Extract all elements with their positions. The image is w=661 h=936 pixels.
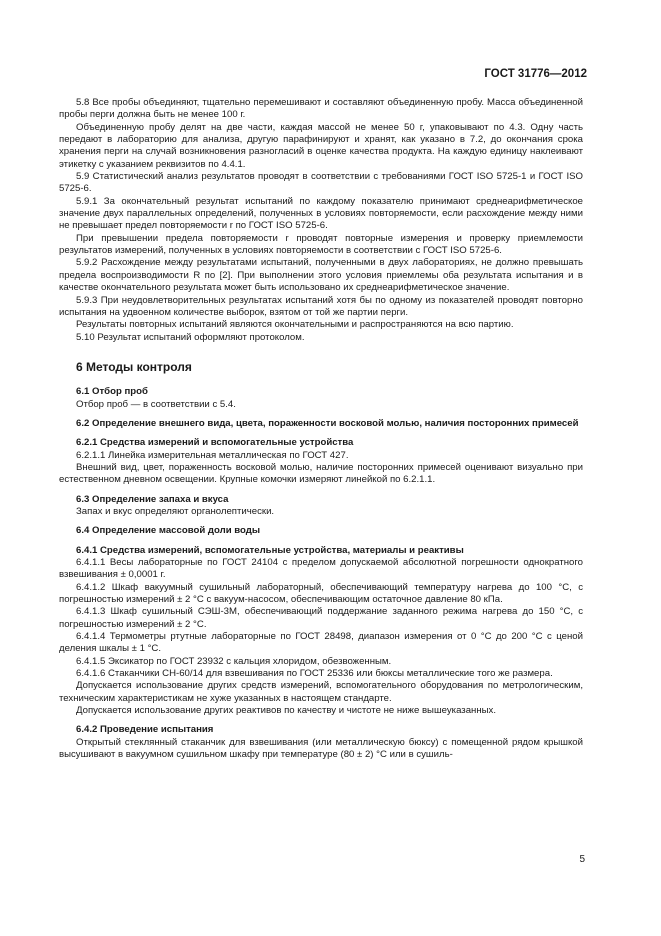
paragraph: Внешний вид, цвет, пораженность восковой молью, наличие посторонних примесей оценивают визуально при естественном дневном освещении. Крупные комочки измеряют линейкой по 6.2.1.1. — [59, 461, 583, 486]
paragraph: 5.9 Статистический анализ результатов проводят в соответствии с требованиями ГОСТ ISO 5725-1 и ГОСТ ISO 5725-6. — [59, 171, 583, 195]
paragraph: 5.9.3 При неудовлетворительных результатах испытаний хотя бы по одному из показателей проводят повторно испытания на удвоенном количестве выборок, взятом от той же партии перги. — [59, 294, 583, 318]
paragraph: 6.4.1.6 Стаканчики СН-60/14 для взвешивания по ГОСТ 25336 или бюксы металлические того же размера. — [76, 668, 553, 680]
paragraph: Объединенную пробу делят на две части, каждая массой не менее 50 г, упаковывают по 4.3. Одну часть передают в лабораторию для анализа, другую парафинируют и хранят, как указано в 7.2, до окончания срока хранения перги на случай возникновения разногласий в оценке качества продукта. На каждую единицу наклеивают этикетку с указанием реквизитов по 4.4.1. — [59, 121, 583, 170]
subsection-heading: 6.2 Определение внешнего вида, цвета, пораженности восковой молью, наличия посторонних примесей — [76, 417, 579, 429]
paragraph: 5.9.2 Расхождение между результатами испытаний, полученными в двух лабораториях, не должно превышать предела воспроизводимости R по [2]. При выполнении этого условия приемлемы оба результата испытания и в качестве окончательного результата может быть использовано их среднеарифметическое значение. — [59, 257, 583, 294]
subsection-heading: 6.1 Отбор проб — [76, 386, 148, 398]
paragraph: 6.4.1.4 Термометры ртутные лабораторные по ГОСТ 28498, диапазон измерения от 0 °С до 200 °С с ценой деления шкалы ± 1 °С. — [59, 631, 583, 655]
page-number: 5 — [579, 854, 585, 865]
paragraph: Запах и вкус определяют органолептически. — [76, 505, 275, 517]
paragraph: Открытый стеклянный стаканчик для взвешивания (или металлическую бюксу) с помещенной рядом крышкой высушивают в вакуумном сушильном шкафу при температуре (80 ± 2) °С или в сушиль- — [59, 736, 583, 761]
paragraph: 6.2.1.1 Линейка измерительная металлическая по ГОСТ 427. — [76, 449, 349, 461]
document-standard-id: ГОСТ 31776—2012 — [484, 68, 587, 80]
paragraph: 6.4.1.3 Шкаф сушильный СЭШ-3М, обеспечивающий поддержание заданного режима нагрева до 150 °С, с погрешностью измерений ± 2 °С. — [59, 606, 583, 630]
paragraph: Отбор проб — в соответствии с 5.4. — [76, 398, 236, 410]
subsection-heading: 6.4 Определение массовой доли воды — [76, 525, 261, 537]
paragraph: Результаты повторных испытаний являются окончательными и распространяются на всю партию. — [76, 319, 514, 331]
paragraph: 5.10 Результат испытаний оформляют протоколом. — [76, 331, 305, 343]
paragraph: 6.4.1.1 Весы лабораторные по ГОСТ 24104 с пределом допускаемой абсолютной погрешности однократного взвешивания ± 0,0001 г. — [59, 557, 583, 581]
paragraph: 6.4.1.2 Шкаф вакуумный сушильный лабораторный, обеспечивающий температуру нагрева до 100 °С, с погрешностью измерений ± 2 °С с вакуум-насосом, обеспечивающим остаточное давление 80 кПа. — [59, 581, 583, 606]
paragraph: 5.9.1 За окончательный результат испытаний по каждому показателю принимают среднеарифметическое значение двух параллельных определений, полученных в условиях повторяемости, если расхождение между ними не превышает предел повторяемости r по ГОСТ ISO 5725-6. — [59, 195, 583, 232]
document-body — [59, 97, 583, 762]
section-heading: 6 Методы контроля — [76, 359, 192, 374]
paragraph: 5.8 Все пробы объединяют, тщательно перемешивают и составляют объединенную пробу. Масса объединенной пробы перги должна быть не менее 100 г. — [59, 97, 583, 121]
paragraph: 6.4.1.5 Эксикатор по ГОСТ 23932 с кальция хлоридом, обезвоженным. — [76, 655, 392, 667]
subsection-heading: 6.3 Определение запаха и вкуса — [76, 493, 229, 505]
paragraph: Допускается использование других реактивов по качеству и чистоте не ниже вышеуказанных. — [76, 705, 496, 717]
subsection-heading: 6.4.2 Проведение испытания — [76, 724, 214, 736]
paragraph: При превышении предела повторяемости r проводят повторные измерения и проверку приемлемости результатов измерений, полученных в условиях повторяемости в соответствии с ГОСТ ISO 5725-6. — [59, 232, 583, 257]
paragraph: Допускается использование других средств измерений, вспомогательного оборудования по метрологическим, техническим характеристикам не хуже указанных в настоящем стандарте. — [59, 680, 583, 704]
subsection-heading: 6.2.1 Средства измерений и вспомогательные устройства — [76, 437, 354, 449]
subsection-heading: 6.4.1 Средства измерений, вспомогательные устройства, материалы и реактивы — [76, 544, 464, 556]
